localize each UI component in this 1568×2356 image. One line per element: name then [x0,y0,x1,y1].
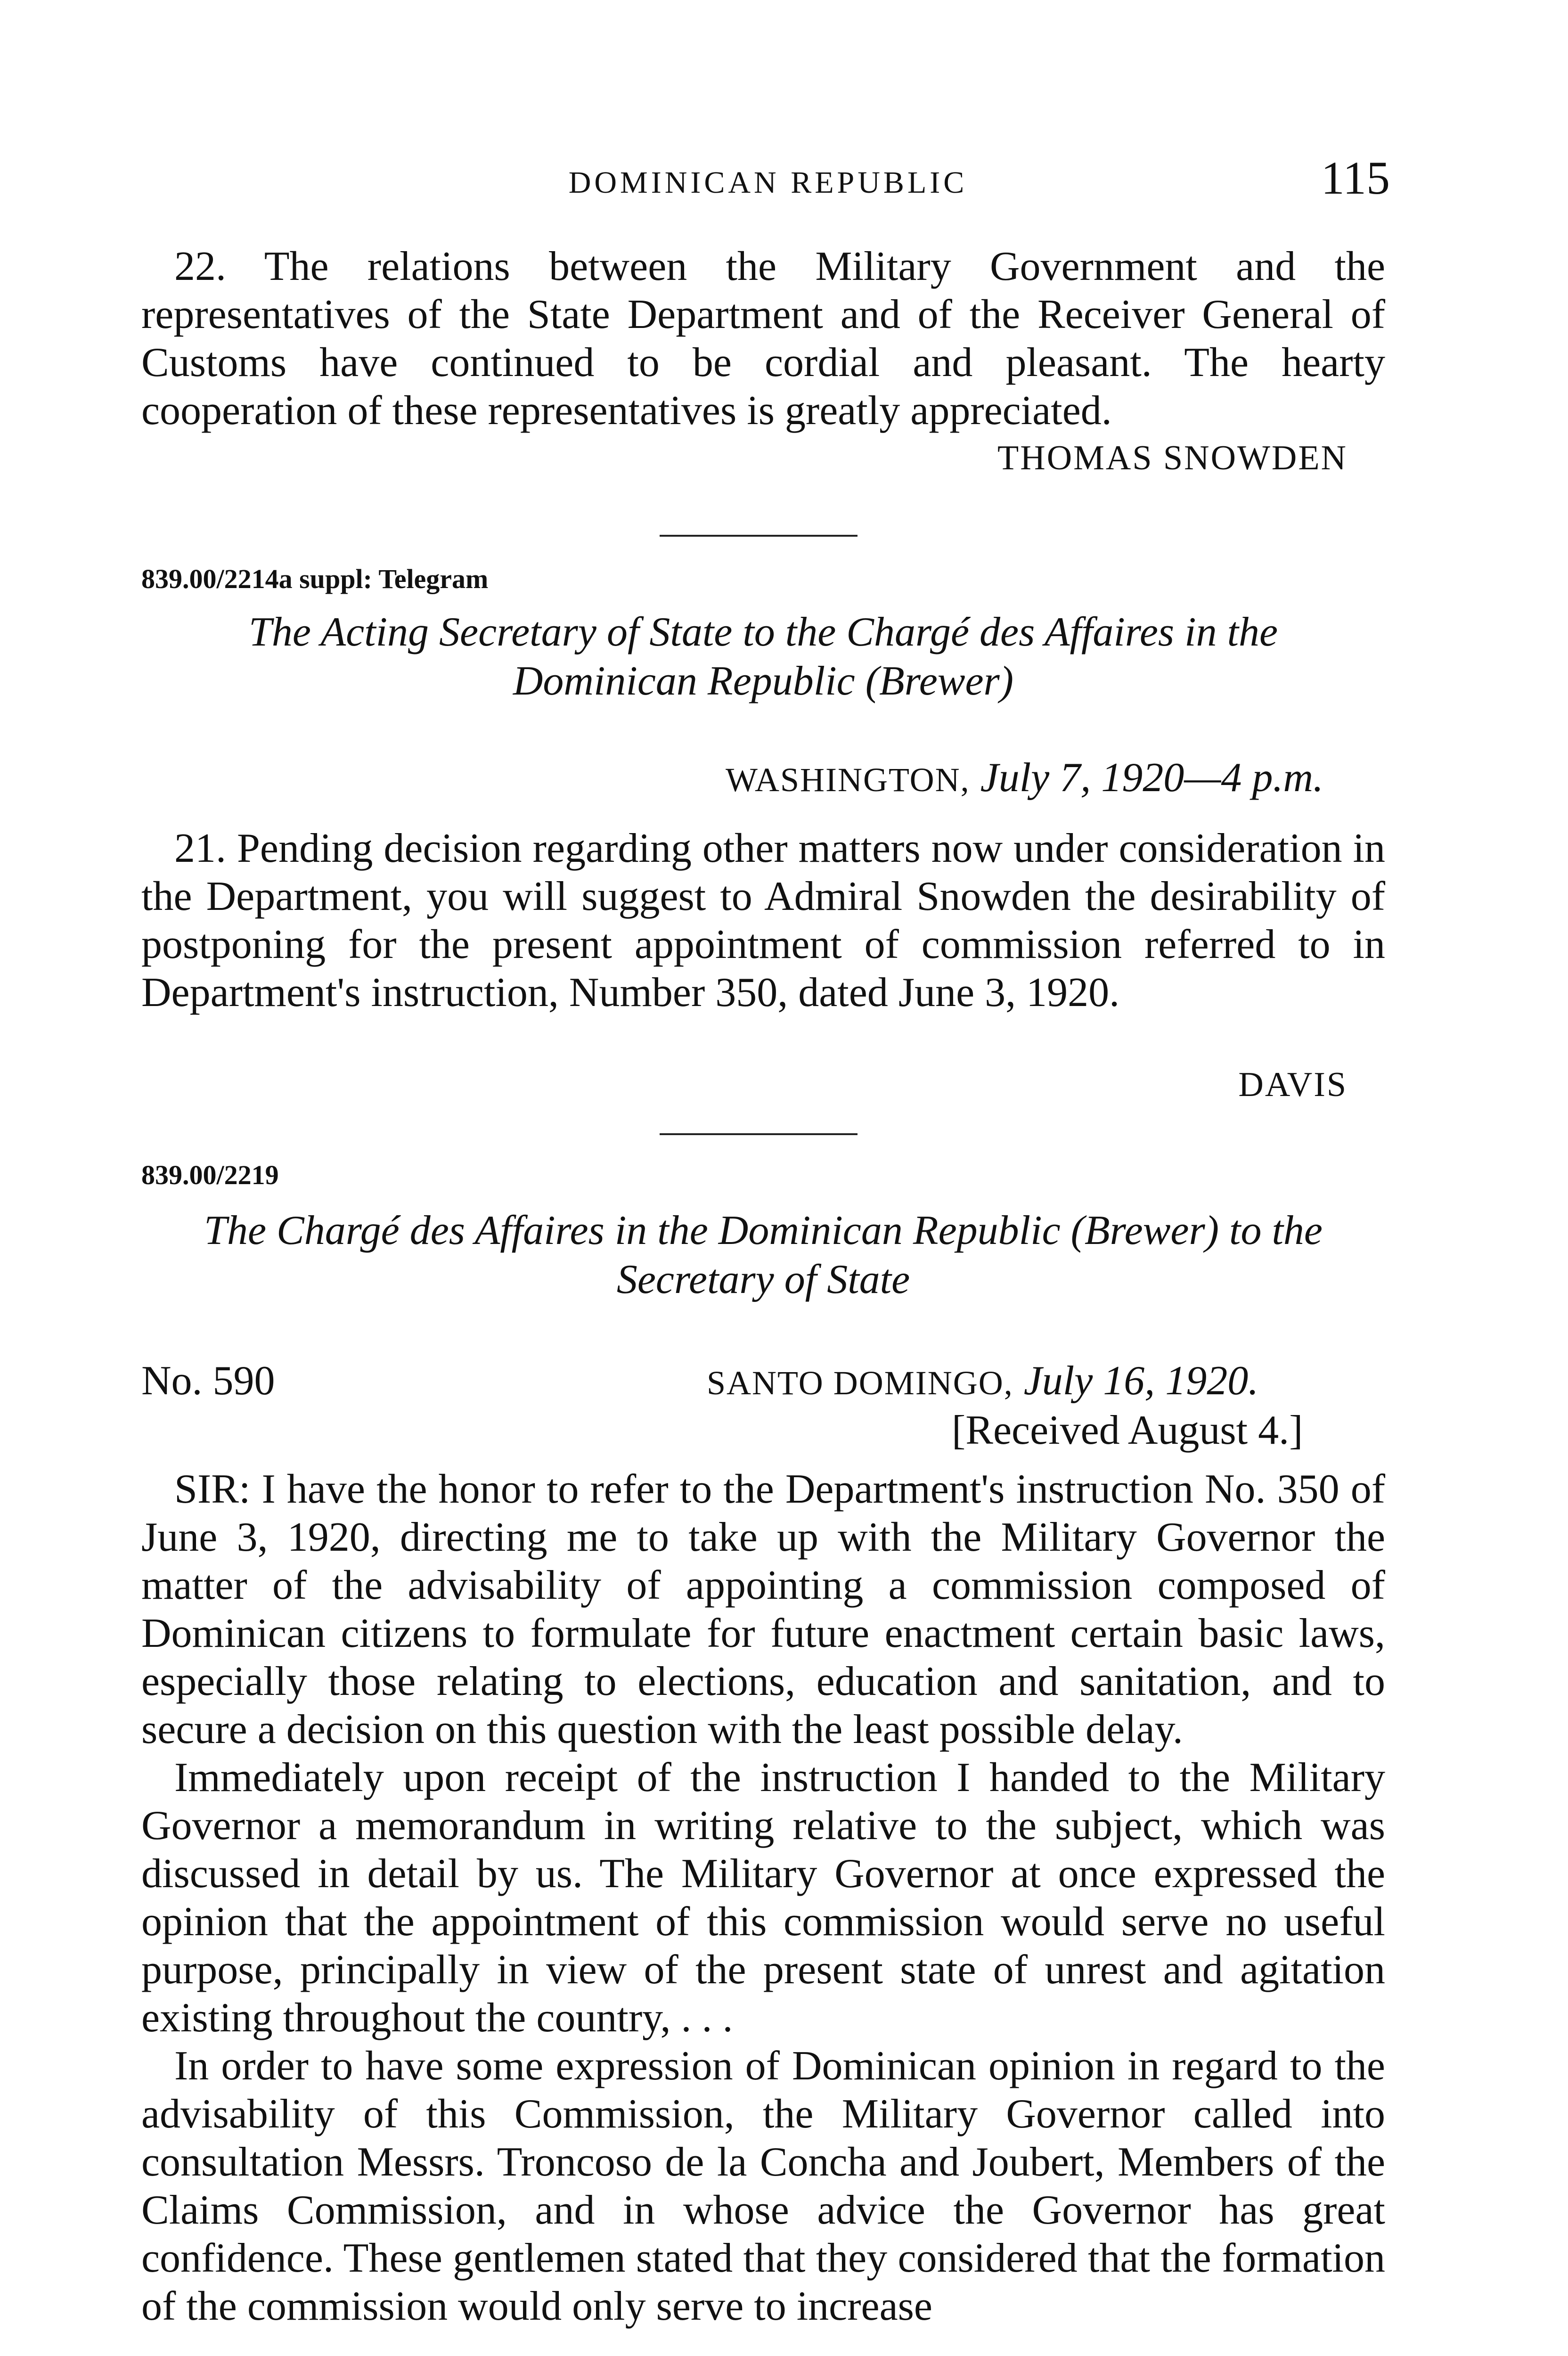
title-line: The Chargé des Affaires in the Dominican Republic (Brewer) to the [204,1208,1323,1253]
document-reference: 839.00/2214a suppl: Telegram [141,564,489,594]
dateline-date: July 7, 1920—4 p.m. [980,755,1324,801]
page-number: 115 [1321,152,1390,204]
received-note: [Received August 4.] [952,1407,1303,1453]
paragraph-22: 22. The relations between the Military Government and the representatives of the State Department and of the Receiver General of Customs have continued to be cordial and pleasant. The hearty cooperation of these representatives is greatly appreciated. [141,244,1385,434]
page-header [141,151,1395,207]
telegram-text [141,825,1385,1017]
document-title [141,608,1385,706]
dateline-place: WASHINGTON, [726,761,970,799]
paragraph: In order to have some expression of Dominican opinion in regard to the advisability of this Commission, the Military Governor called into consultation Messrs. Troncoso de la Concha and Joubert, Members of the Claims Commission, and in whose advice the Governor has great confidence. These gentlemen stated that they considered that the formation of the commission would only serve to increase [141,2043,1385,2329]
signature-snowden: THOMAS SNOWDEN [997,439,1348,477]
paragraph: SIR: I have the honor to refer to the Department's instruction No. 350 of June 3, 1920, directing me to take up with the Military Governor the matter of the advisability of appointing a commission composed of Dominican citizens to formulate for future enactment certain basic laws, especially those relating to elections, education and sanitation, and to secure a decision on this question with the least possible delay. [141,1466,1385,1752]
signature-davis: DAVIS [1238,1065,1348,1104]
title-line: Secretary of State [616,1257,910,1302]
paragraph-21: 21. Pending decision regarding other matters now under consideration in the Department, you will suggest to Admiral Snowden the desirability of postponing for the present appointment of commission referred to in Department's instruction, Number 350, dated June 3, 1920. [141,826,1385,1015]
running-head: DOMINICAN REPUBLIC [568,165,968,200]
section-22-text [141,243,1385,435]
title-line: Dominican Republic (Brewer) [513,658,1014,704]
dateline [707,1357,1258,1405]
section-divider [660,1133,858,1135]
section-divider [660,535,858,537]
paragraph: Immediately upon receipt of the instruction I handed to the Military Governor a memorandum in writing relative to the subject, which was discussed in detail by us. The Military Governor at once expressed the opinion that the appointment of this commission would serve no useful purpose, principally in view of the present state of unrest and agitation existing throughout the country, . . . [141,1755,1385,2041]
despatch-text [141,1465,1385,2331]
despatch-number: No. 590 [141,1358,275,1404]
document-reference: 839.00/2219 [141,1160,279,1190]
dateline-date: July 16, 1920. [1023,1358,1259,1404]
document-title [141,1206,1385,1304]
title-line: The Acting Secretary of State to the Chargé des Affaires in the [248,609,1278,655]
dateline [726,754,1323,802]
dateline-place: SANTO DOMINGO, [707,1364,1013,1402]
